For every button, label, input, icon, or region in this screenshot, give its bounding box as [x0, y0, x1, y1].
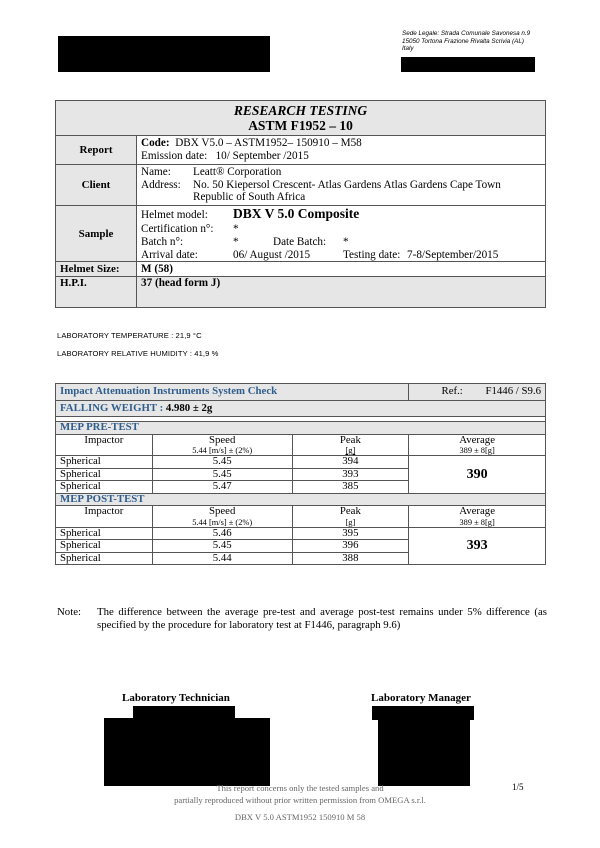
redacted-contact	[401, 57, 535, 72]
falling-weight	[56, 401, 546, 417]
post-col-average: Average	[459, 505, 495, 517]
report-label: Report	[56, 136, 137, 165]
post-col-speed-sub: 5.44 [m/s] ± (2%)	[192, 517, 253, 527]
pre-row-3-impactor: Spherical	[56, 481, 153, 494]
redacted-manager-signature	[378, 716, 470, 786]
address-value-1: No. 50 Kiepersol Crescent- Atlas Gardens Atlas Gardens Cape Town	[193, 178, 501, 191]
certification-value: *	[233, 223, 239, 235]
post-col-peak: Peak	[339, 505, 361, 517]
company-address	[402, 30, 572, 53]
post-row-2-impactor: Spherical	[56, 540, 153, 553]
post-average-value: 393	[409, 527, 546, 565]
lab-humidity: LABORATORY RELATIVE HUMIDITY : 41,9 %	[57, 349, 219, 358]
post-row-2-speed: 5.45	[152, 540, 292, 553]
footer-line-3: DBX V 5.0 ASTM1952 150910 M 58	[234, 812, 366, 822]
emission-value: 10/ September /2015	[215, 150, 309, 162]
post-row-3-speed: 5.44	[152, 552, 292, 565]
helmet-size-label: Helmet Size:	[56, 262, 137, 277]
note-label: Note:	[57, 606, 81, 618]
hpi-label: H.P.I.	[56, 277, 137, 308]
pre-row-1-peak: 394	[292, 456, 409, 469]
report-title	[56, 101, 546, 136]
code-key: Code:	[141, 137, 170, 150]
pre-col-average: Average	[459, 433, 495, 446]
lab-temperature: LABORATORY TEMPERATURE : 21,9 °C	[57, 331, 202, 340]
helmet-size-value: M (58)	[137, 262, 546, 277]
sample-cell	[137, 206, 546, 262]
post-row-1-speed: 5.46	[152, 527, 292, 540]
testing-key: Testing date:	[343, 248, 401, 261]
address-line-2: 15050 Tortona Frazione Rivalta Scrivia (AL)	[402, 37, 524, 45]
pre-row-3-peak: 385	[292, 481, 409, 494]
pre-test-label: MEP PRE-TEST	[56, 422, 546, 435]
address-value-2: Republic of South Africa	[193, 191, 306, 204]
code-value: DBX V5.0 – ASTM1952– 150910 – M58	[175, 137, 362, 150]
hpi-value: 37 (head form J)	[137, 277, 546, 308]
pre-row-3-speed: 5.47	[152, 481, 292, 494]
impact-ref	[409, 384, 546, 401]
pre-row-1-speed: 5.45	[152, 456, 292, 469]
pre-col-peak: Peak	[339, 433, 361, 446]
title-line-2: ASTM F1952 – 10	[248, 118, 353, 133]
note	[57, 606, 547, 631]
page-number: 1/5	[512, 782, 524, 792]
footer-line-2: partially reproduced without prior written permission from OMEGA s.r.l.	[174, 795, 426, 805]
helmet-model-key: Helmet model:	[141, 209, 208, 221]
pre-row-2-impactor: Spherical	[56, 468, 153, 481]
falling-weight-label: FALLING WEIGHT :	[60, 401, 164, 414]
testing-value: 7-8/September/2015	[407, 248, 499, 261]
post-col-average-sub: 389 ± 8[g]	[459, 517, 495, 527]
title-line-1: RESEARCH TESTING	[233, 103, 368, 118]
ref-value: F1446 / S9.6	[485, 385, 541, 398]
redacted-technician-signature	[104, 718, 270, 786]
post-row-1-impactor: Spherical	[56, 527, 153, 540]
pre-col-average-sub: 389 ± 8[g]	[459, 446, 495, 455]
post-row-1-peak: 395	[292, 527, 409, 540]
pre-col-peak-sub: [g]	[345, 446, 356, 455]
pre-row-2-speed: 5.45	[152, 468, 292, 481]
batch-key: Batch n°:	[141, 235, 184, 248]
pre-average-value: 390	[409, 456, 546, 494]
client-cell	[137, 165, 546, 206]
arrival-value: 06/ August /2015	[233, 248, 311, 261]
footer-line-1: This report concerns only the tested samples and	[216, 783, 384, 793]
pre-col-speed-sub: 5.44 [m/s] ± (2%)	[192, 446, 253, 455]
address-line-3: Italy	[402, 45, 414, 53]
arrival-key: Arrival date:	[141, 248, 198, 261]
table-row	[56, 456, 546, 469]
post-col-impactor: Impactor	[56, 506, 153, 528]
post-col-peak-sub: [g]	[345, 517, 356, 527]
technician-label: Laboratory Technician	[122, 692, 230, 704]
post-row-3-impactor: Spherical	[56, 552, 153, 565]
name-key: Name:	[141, 165, 171, 178]
date-batch-key: Date Batch:	[273, 235, 327, 248]
post-row-2-peak: 396	[292, 540, 409, 553]
note-text: The difference between the average pre-test and average post-test remains under 5% difference (as specified by the procedure for laboratory test at F1446, paragraph 9.6)	[97, 606, 547, 631]
certification-key: Certification n°:	[141, 223, 214, 235]
manager-label: Laboratory Manager	[371, 692, 471, 704]
address-key: Address:	[141, 178, 181, 191]
impact-check-table	[55, 383, 546, 565]
ref-key: Ref.:	[441, 385, 463, 398]
helmet-model-value: DBX V 5.0 Composite	[233, 206, 360, 221]
report-header-table	[55, 100, 546, 308]
report-cell	[137, 136, 546, 165]
post-test-label: MEP POST-TEST	[56, 493, 546, 506]
emission-key: Emission date:	[141, 150, 208, 162]
batch-value: *	[233, 235, 239, 248]
table-row	[56, 527, 546, 540]
post-row-3-peak: 388	[292, 552, 409, 565]
pre-col-impactor: Impactor	[56, 434, 153, 456]
redacted-logo	[58, 36, 270, 72]
falling-weight-value: 4.980 ± 2g	[165, 401, 213, 414]
date-batch-value: *	[343, 235, 349, 248]
name-value: Leatt® Corporation	[193, 165, 282, 178]
pre-col-speed: Speed	[208, 433, 236, 446]
pre-row-1-impactor: Spherical	[56, 456, 153, 469]
sample-label: Sample	[56, 206, 137, 262]
pre-row-2-peak: 393	[292, 468, 409, 481]
impact-title: Impact Attenuation Instruments System Check	[56, 384, 409, 401]
post-col-speed: Speed	[208, 505, 236, 517]
client-label: Client	[56, 165, 137, 206]
address-line-1: Sede Legale: Strada Comunale Savonesa n.9	[402, 30, 531, 37]
